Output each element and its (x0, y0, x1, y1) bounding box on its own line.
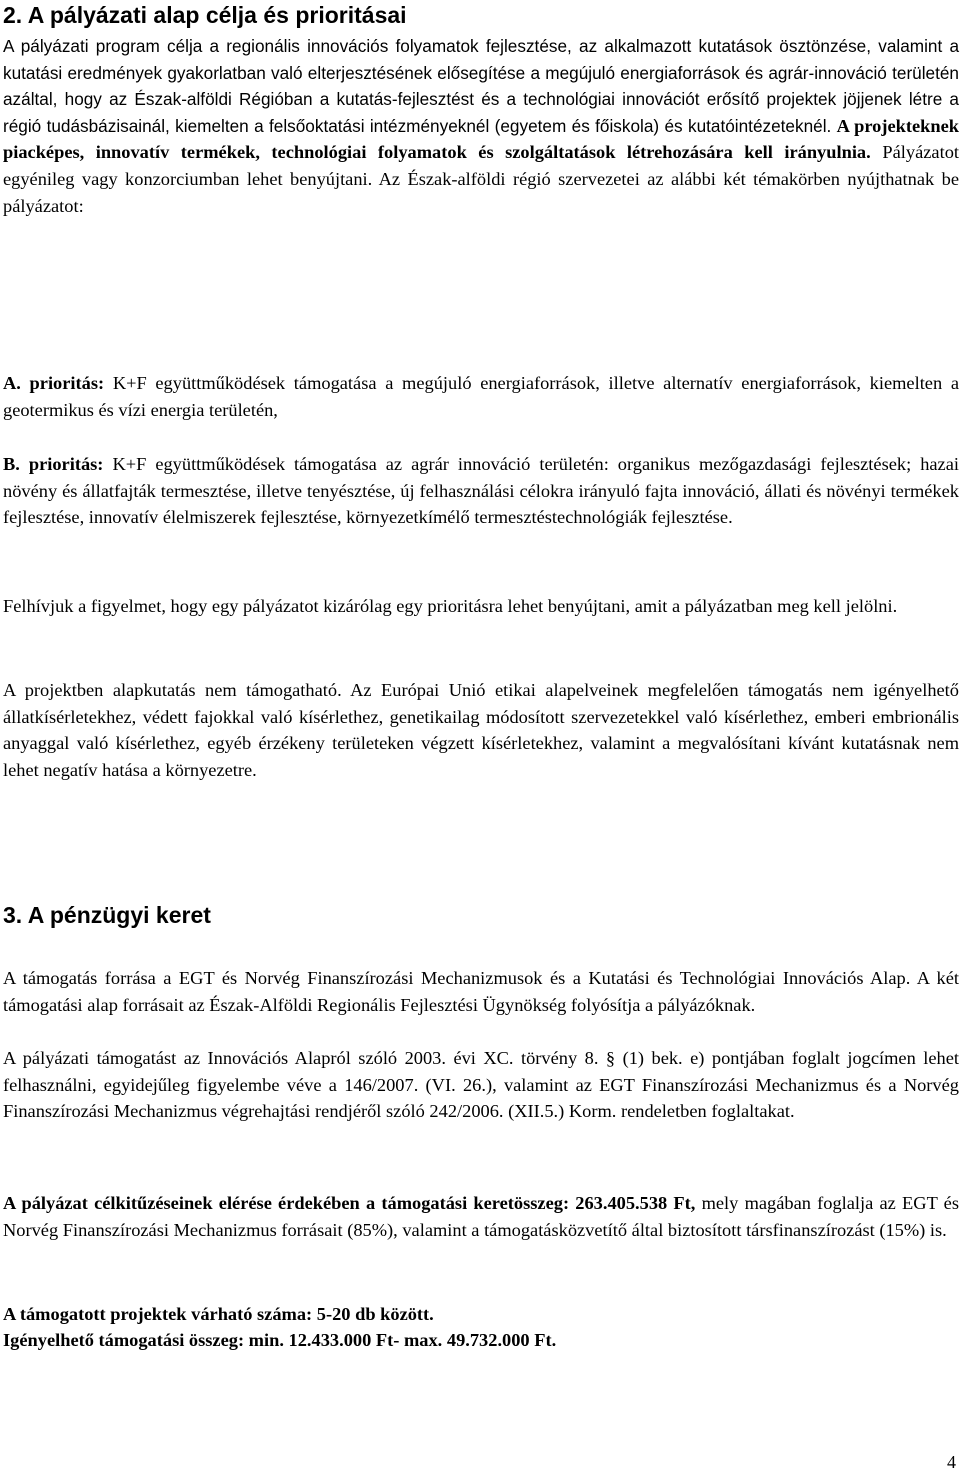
intro-tail-text: Pályázatot egyénileg vagy konzorciumban lehet benyújtani. Az Észak-alföldi régió szervezetei az alábbi két témakörben nyújthatnak be pályázatot: (3, 142, 960, 216)
projects-count-line: A támogatott projektek várható száma: 5-20 db között. (3, 1304, 434, 1324)
priority-a-label: A. prioritás: (3, 373, 105, 393)
priority-b-paragraph (3, 451, 959, 531)
budget-paragraph (3, 1190, 959, 1243)
priority-b-text: K+F együttműködések támogatása az agrár innováció területén: organikus mezőgazdasági fejlesztések; hazai növény és állatfajták termesztése, illetve tenyésztése, új felhasználási célokra irányuló fajta innováció, állati és növényi termékek fejlesztése, innovatív élelmiszerek fejlesztése, környezetkímélő termesztéstechnológiák fejlesztése. (3, 454, 959, 528)
section-2-intro-paragraph (3, 33, 959, 219)
intro-plain-text: A pályázati program célja a regionális innovációs folyamatok fejlesztése, az alkalmazott kutatások ösztönzése, valamint a kutatási eredmények gyakorlatban való elterjesztésének elősegítése a megújuló energiaforrások és agrár-innováció területén azáltal, hogy az Észak-alföldi Régióban a kutatás-fejlesztést és a technológiai innovációt erősítő projektek jöjjenek létre a régió tudásbázisainál, kiemelten a felsőoktatási intézményeknél (egyetem és főiskola) és kutatóintézeteknél. (3, 36, 959, 136)
funding-source-paragraph: A támogatás forrása a EGT és Norvég Finanszírozási Mechanizmusok és a Kutatási és Technológiai Innovációs Alap. A két támogatási alap forrásait az Észak-Alföldi Regionális Fejlesztési Ügynökség folyósítja a pályázóknak. (3, 968, 959, 1015)
intro-bold-text: A projekteknek piacképes, innovatív termékek, technológiai folyamatok és szolgáltatások létrehozására kell irányulnia. (3, 115, 960, 163)
section-2-heading: 2. A pályázati alap céljа és prioritásai (3, 2, 407, 28)
budget-bold-text: A pályázat célkitűzéseinek elérése érdekében a támogatási keretösszeg: 263.405.538 Ft, (3, 1193, 696, 1213)
priority-a-paragraph (3, 370, 959, 423)
page-number: 4 (947, 1452, 956, 1472)
legal-basis-paragraph: A pályázati támogatást az Innovációs Alapról szóló 2003. évi XC. törvény 8. § (1) bek. e) pontjában foglalt jogcímen lehet felhasználni, egyidejűleg figyelembe véve a 146/2007. (VI. 26.), valamint az EGT Finanszírozási Mechanizmus és a Norvég Finanszírozási Mechanizmus végrehajtási rendjéről szóló 242/2006. (XII.5.) Korm. rendeletben foglaltakat. (3, 1048, 959, 1122)
priority-b-label: B. prioritás: (3, 454, 104, 474)
priority-notice-paragraph: Felhívjuk a figyelmet, hogy egy pályázatot kizárólag egy prioritásra lehet benyújtani, amit a pályázatban meg kell jelölni. (3, 596, 898, 616)
budget-tail-text: mely magában foglalja az EGT és Norvég Finanszírozási Mechanizmus forrásait (85%), valamint a támogatásközvetítő által biztosított társfinanszírozást (15%) is. (3, 1193, 959, 1240)
section-3-heading: 3. A pénzügyi keret (3, 902, 211, 928)
priority-a-text: K+F együttműködések támogatása a megújuló energiaforrások, illetve alternatív energiaforrások, kiemelten a geotermikus és vízi energia területén, (3, 373, 960, 420)
grant-range-line: Igényelhető támogatási összeg: min. 12.433.000 Ft- max. 49.732.000 Ft. (3, 1330, 557, 1350)
basic-research-paragraph: A projektben alapkutatás nem támogatható. Az Európai Unió etikai alapelveinek megfelelően támogatás nem igényelhető állatkísérletekhez, védett fajokkal való kísérlethez, genetikailag módosított szervezetekkel való kísérlethez, emberi embrionális anyaggal való kísérlethez, egyéb érzékeny területeken végzett kísérletekhez, valamint a megvalósítani kívánt kutatásnak nem lehet negatív hatása a környezetre. (3, 680, 959, 780)
